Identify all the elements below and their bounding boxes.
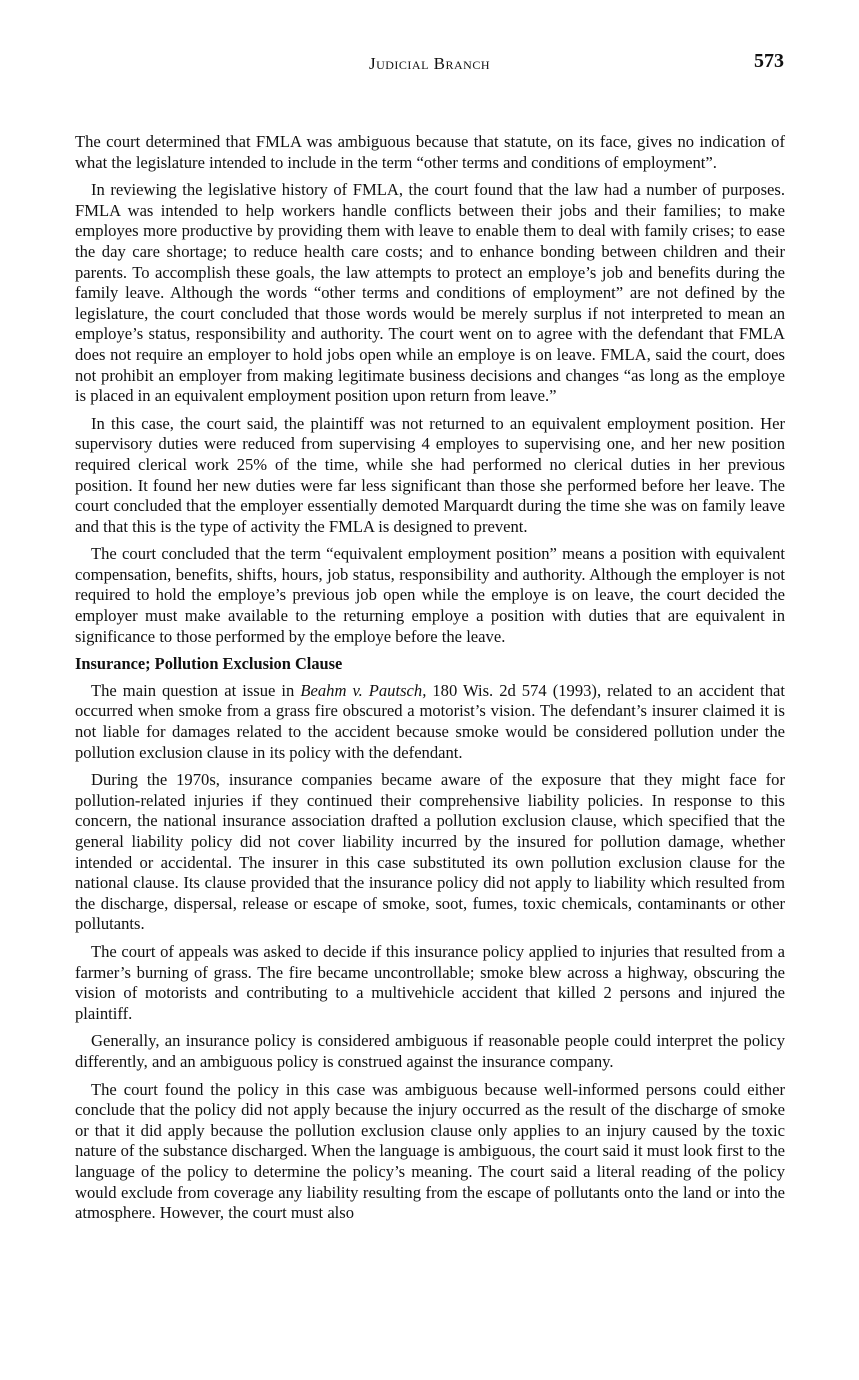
paragraph-main-question	[75, 681, 785, 763]
section-heading: Insurance; Pollution Exclusion Clause	[75, 654, 343, 674]
paragraph-fmla-ambiguous: The court determined that FMLA was ambiguous because that statute, on its face, gives no indication of what the legislature intended to include in the term “other terms and conditions of employment”.	[75, 132, 785, 172]
running-head: Judicial Branch	[368, 54, 491, 73]
paragraph-legislative-history: In reviewing the legislative history of FMLA, the court found that the law had a number of purposes. FMLA was intended to help workers handle conflicts between their jobs and their families; to make employes more productive by providing them with leave to enable them to deal with family crises; to ease the day care shortage; to reduce health care costs; and to enhance bonding between children and their parents. To accomplish these goals, the law attempts to protect an employe’s job and benefits during the family leave. Although the words “other terms and conditions of employment” are not defined by the legislature, the court concluded that those words would be merely surplus if not interpreted to mean an employe’s status, responsibility and authority. The court went on to agree with the defendant that FMLA does not require an employer to hold jobs open while an employe is on leave. FMLA, said the court, does not prohibit an employer from making legitimate business decisions and changes “as long as the employe is placed in an equivalent employment position upon return from leave.”	[75, 180, 785, 406]
paragraph-court-finding: The court found the policy in this case was ambiguous because well-informed persons could either conclude that the policy did not apply because the injury occurred as the result of the discharge of smoke or that it did apply because the pollution exclusion clause only applies to an injury caused by the toxic nature of the substance discharged. When the language is ambiguous, the court said it must look first to the language of the policy to determine the policy’s meaning. The court said a literal reading of the policy would exclude from coverage any liability resulting from the escape of pollutants onto the land or into the atmosphere. However, the court must also	[75, 1079, 785, 1223]
case-citation: Beahm v. Pautsch,	[300, 680, 427, 700]
paragraph-1970s-history: During the 1970s, insurance companies became aware of the exposure that they might face for pollution-related injuries if they continued their comprehensive liability policies. In response to this concern, the national insurance association drafted a pollution exclusion clause, which specified that the general liability policy did not cover liability incurred by the insured for pollution damage, whether intended or accidental. The insurer in this case substituted its own pollution exclusion clause for the national clause. Its clause provided that the insurance policy did not apply to liability which resulted from the discharge, dispersal, release or escape of smoke, soot, fumes, toxic chemicals, contaminants or other pollutants.	[75, 770, 785, 934]
page-header	[75, 50, 784, 78]
body-text	[75, 132, 785, 1231]
paragraph-ambiguous-policy: Generally, an insurance policy is considered ambiguous if reasonable people could interpret the policy differently, and an ambiguous policy is construed against the insurance company.	[75, 1031, 785, 1071]
paragraph-plaintiff-demoted: In this case, the court said, the plaintiff was not returned to an equivalent employment position. Her supervisory duties were reduced from supervising 4 employes to supervising one, and her new position required clerical work 25% of the time, while she had performed no clerical duties in her previous position. It found her new duties were far less significant than those she performed before her leave. The court concluded that the employer essentially demoted Marquardt during the time she was on family leave and that this is the type of activity the FMLA is designed to prevent.	[75, 413, 785, 536]
case-intro-text: The main question at issue in	[91, 680, 301, 700]
paragraph-court-of-appeals: The court of appeals was asked to decide if this insurance policy applied to injuries that resulted from a farmer’s burning of grass. The fire became uncontrollable; smoke blew across a highway, obscuring the vision of motorists and contributing to a multivehicle accident that killed 2 persons and injured the plaintiff.	[75, 941, 785, 1023]
case-description-text: 180 Wis. 2d 574 (1993), related to an accident that occurred when smoke from a grass fire obscured a motorist’s vision. The defendant’s insurer claimed it is not liable for damages related to the accident because smoke would be considered pollution under the pollution exclusion clause in its policy with the defendant.	[75, 680, 786, 762]
paragraph-equivalent-position: The court concluded that the term “equivalent employment position” means a position with equivalent compensation, benefits, shifts, hours, job status, responsibility and authority. Although the employer is not required to hold the employe’s previous job open while the employe is on leave, the court decided the employer must make available to the returning employe a position with duties that are equivalent in significance to those performed by the employe before the leave.	[75, 544, 785, 646]
page-number: 573	[754, 50, 784, 72]
